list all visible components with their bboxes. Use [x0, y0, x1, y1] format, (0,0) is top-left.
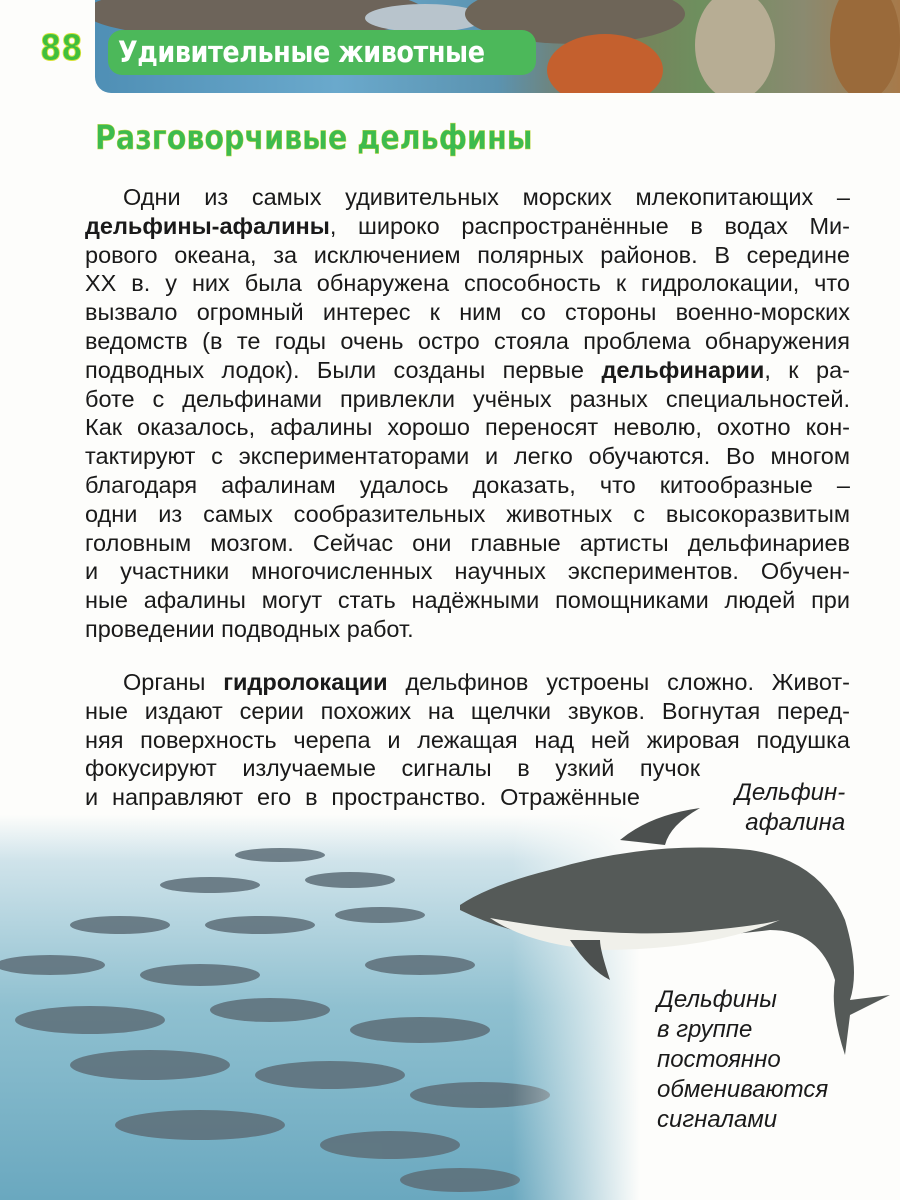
text-line	[85, 754, 700, 783]
text-span: одни из самых сообразительных животных с высокоразвитым	[85, 500, 850, 527]
section-title-badge	[108, 30, 536, 75]
text-span: ные издают серии похожих на щелчки звуков. Вогнутая перед-	[85, 697, 850, 724]
text-span: благодаря афалинам удалось доказать, что китообразные –	[85, 471, 850, 498]
text-line	[85, 668, 850, 697]
text-span: Одни из самых удивительных морских млекопитающих –	[123, 184, 850, 210]
text-span: тактируют с экспериментаторами и легко обучаются. Во многом	[85, 443, 850, 470]
text-line	[85, 183, 850, 212]
text-span: няя поверхность черепа и лежащая над ней жировая подушка	[85, 726, 850, 753]
text-line	[85, 298, 850, 327]
header-banner-photo	[95, 0, 900, 93]
page-number: 88	[40, 28, 83, 69]
caption-bottlenose: Дельфин- афалина	[735, 779, 846, 836]
text-line	[85, 529, 850, 558]
text-line	[85, 356, 850, 385]
text-span: ведомств (в те годы очень остро стояла проблема обнаружения	[85, 327, 850, 354]
paragraph-1	[85, 183, 850, 644]
section-title: Удивительные животные	[118, 35, 485, 69]
text-span: и участники многочисленных научных экспериментов. Обучен-	[85, 558, 850, 585]
text-line	[85, 413, 850, 442]
text-line	[85, 241, 850, 270]
text-span: проведении подводных работ.	[85, 615, 414, 642]
text-span: , к ра-	[764, 356, 850, 383]
text-line	[85, 327, 850, 356]
text-line	[85, 385, 850, 414]
bold-term: гидролокации	[223, 669, 388, 695]
bold-term: дельфины-афалины	[85, 212, 330, 239]
text-line	[85, 726, 850, 755]
text-span: ные афалины могут стать надёжными помощниками людей при	[85, 587, 850, 614]
text-span: Органы	[123, 669, 224, 695]
text-span: Как оказалось, афалины хорошо переносят неволю, охотно кон-	[85, 414, 850, 441]
text-line	[85, 500, 850, 529]
text-line	[85, 212, 850, 241]
text-span: фокусируют излучаемые сигналы в узкий пучок	[85, 755, 700, 782]
text-span: рового океана, за исключением полярных районов. В середине	[85, 241, 850, 268]
text-line	[85, 697, 850, 726]
text-line	[85, 471, 850, 500]
text-line	[85, 557, 850, 586]
text-span: , широко распространённые в водах Ми-	[329, 212, 850, 239]
text-line	[85, 586, 850, 615]
text-span: дельфинов устроены сложно. Живот-	[387, 669, 850, 695]
text-line	[85, 615, 850, 644]
text-span: боте с дельфинами привлекли учёных разных специальностей.	[85, 385, 850, 412]
text-span: подводных лодок). Были созданы первые	[85, 356, 602, 383]
text-line	[85, 442, 850, 471]
text-span: вызвало огромный интерес к ним со стороны военно-морских	[85, 299, 850, 326]
text-line	[85, 269, 850, 298]
bold-term: дельфинарии	[601, 356, 765, 383]
article-title: Разговорчивые дельфины	[95, 118, 533, 158]
text-span: головным мозгом. Сейчас они главные артисты дельфинариев	[85, 529, 850, 556]
text-span: и направляют его в пространство. Отражённые	[85, 784, 640, 811]
caption-dolphin-group: Дельфины в группе постоянно обмениваются сигналами	[657, 986, 829, 1133]
text-span: XX в. у них была обнаружена способность к гидролокации, что	[85, 270, 850, 297]
